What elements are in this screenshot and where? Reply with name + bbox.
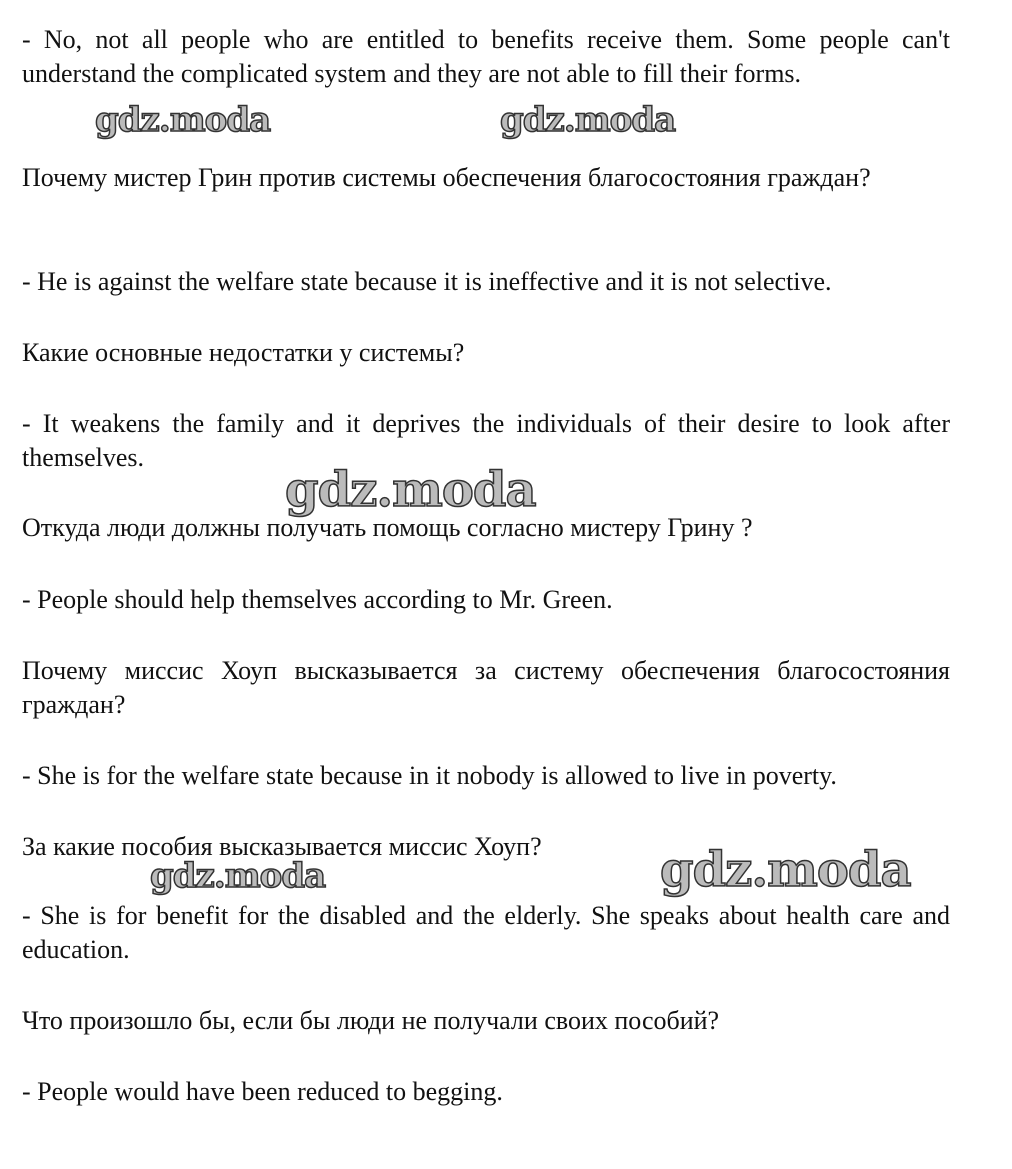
answer-paragraph: - People should help themselves according to Mr. Green. (22, 585, 613, 614)
answer-paragraph: - It weakens the family and it deprives the individuals of their desire to look after themselves. (22, 409, 950, 472)
answer-paragraph: - No, not all people who are entitled to benefits receive them. Some people can't understand the complicated system and they are not able to fill their forms. (22, 25, 950, 88)
answer-paragraph: - People would have been reduced to begging. (22, 1077, 503, 1106)
answer-paragraph: - He is against the welfare state because it is ineffective and it is not selective. (22, 267, 832, 296)
question-paragraph: Почему мистер Грин против системы обеспечения благосостояния граждан? (22, 163, 871, 192)
answer-paragraph: - She is for the welfare state because in it nobody is allowed to live in poverty. (22, 761, 837, 790)
watermark: gdz.moda (660, 842, 911, 898)
answer-paragraph: - She is for benefit for the disabled and the elderly. She speaks about health care and education. (22, 901, 950, 964)
question-paragraph: Откуда люди должны получать помощь согласно мистеру Грину ? (22, 513, 753, 542)
question-paragraph: Что произошло бы, если бы люди не получали своих пособий? (22, 1006, 720, 1035)
question-paragraph: Какие основные недостатки у системы? (22, 338, 465, 367)
watermark: gdz.moda (95, 100, 271, 140)
watermark: gdz.moda (150, 856, 326, 896)
question-paragraph: Почему миссис Хоуп высказывается за систему обеспечения благосостояния граждан? (22, 656, 950, 719)
question-paragraph: За какие пособия высказывается миссис Хоуп? (22, 832, 542, 861)
watermark: gdz.moda (285, 462, 536, 518)
watermark: gdz.moda (500, 100, 676, 140)
